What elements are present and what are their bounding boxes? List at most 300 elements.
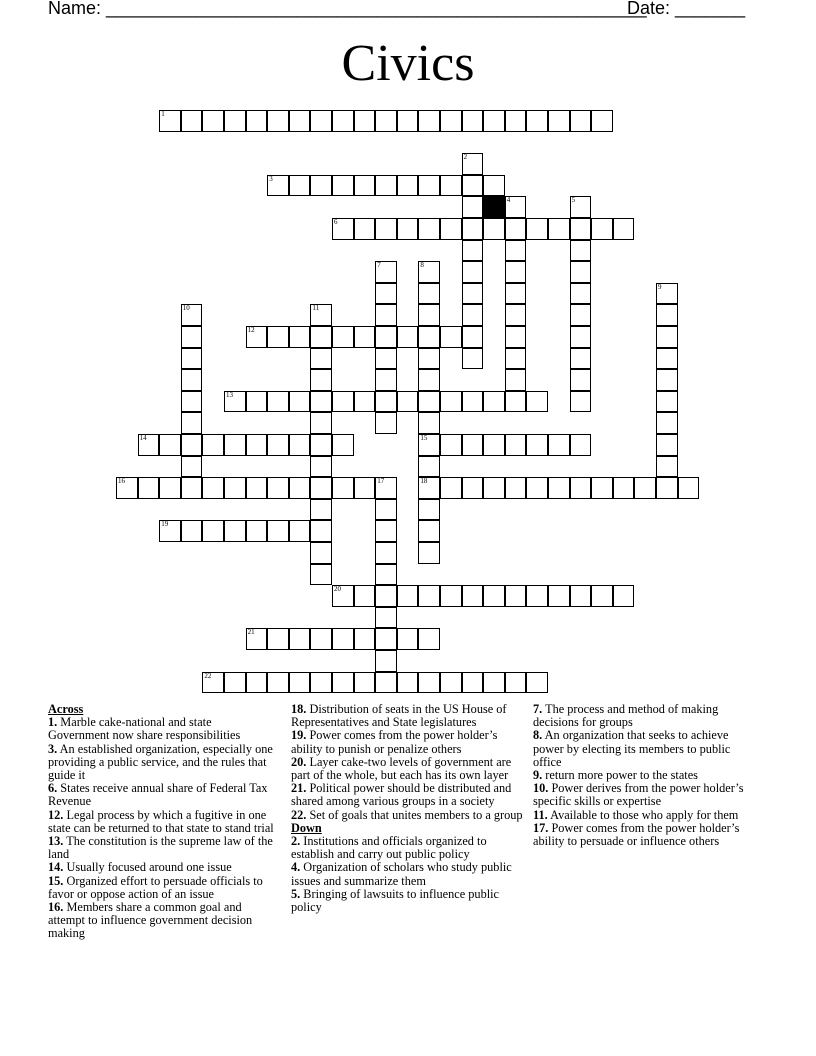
grid-cell[interactable] xyxy=(440,434,462,456)
grid-cell[interactable] xyxy=(354,218,376,240)
grid-cell[interactable] xyxy=(418,672,440,694)
grid-cell[interactable] xyxy=(483,434,505,456)
grid-cell[interactable] xyxy=(354,391,376,413)
grid-cell[interactable] xyxy=(375,585,397,607)
clue-number: 9. xyxy=(533,768,543,783)
grid-cell[interactable] xyxy=(440,672,462,694)
grid-cell[interactable] xyxy=(202,110,224,132)
grid-cell[interactable] xyxy=(375,110,397,132)
clue-text: Bringing of lawsuits to influence public policy xyxy=(291,886,500,915)
grid-cell[interactable] xyxy=(375,672,397,694)
grid-cell[interactable] xyxy=(418,175,440,197)
grid-cell[interactable] xyxy=(526,672,548,694)
grid-cell[interactable] xyxy=(548,434,570,456)
clue-text: An organization that seeks to achieve power by electing its members to public office xyxy=(533,728,731,769)
grid-cell[interactable] xyxy=(267,477,289,499)
grid-cell[interactable] xyxy=(418,304,440,326)
clue-text: Members share a common goal and attempt to influence government decision making xyxy=(48,900,253,941)
clue-item xyxy=(533,782,759,808)
clue-text: return more power to the states xyxy=(542,768,698,783)
grid-cell[interactable] xyxy=(483,477,505,499)
grid-cell[interactable] xyxy=(224,520,246,542)
grid-cell[interactable] xyxy=(181,110,203,132)
grid-cell[interactable] xyxy=(289,110,311,132)
grid-cell[interactable] xyxy=(483,110,505,132)
clue-number: 17. xyxy=(533,820,549,835)
grid-cell[interactable] xyxy=(440,391,462,413)
grid-cell[interactable] xyxy=(267,175,289,197)
grid-cell[interactable] xyxy=(138,434,160,456)
grid-cell[interactable] xyxy=(181,434,203,456)
grid-cell[interactable] xyxy=(462,196,484,218)
grid-cell[interactable] xyxy=(332,110,354,132)
grid-cell[interactable] xyxy=(375,369,397,391)
cell-number: 19 xyxy=(161,520,169,529)
grid-cell[interactable] xyxy=(267,326,289,348)
grid-cell[interactable] xyxy=(483,218,505,240)
grid-cell[interactable] xyxy=(202,477,224,499)
clue-item xyxy=(291,835,527,861)
grid-cell[interactable] xyxy=(505,304,527,326)
grid-cell[interactable] xyxy=(181,391,203,413)
clue-text: Institutions and officials organized to establish and carry out public policy xyxy=(291,834,487,862)
grid-cell[interactable] xyxy=(462,477,484,499)
grid-cell[interactable] xyxy=(418,585,440,607)
grid-cell[interactable] xyxy=(375,650,397,672)
clue-number: 16. xyxy=(48,900,64,915)
grid-cell[interactable] xyxy=(440,175,462,197)
clue-text: Legal process by which a fugitive in one state can be returned to that state to stand trial xyxy=(48,807,274,835)
cell-number: 18 xyxy=(420,477,428,486)
grid-cell[interactable] xyxy=(591,218,613,240)
grid-cell[interactable] xyxy=(505,391,527,413)
clue-text: Distribution of seats in the US House of Representatives and State legislatures xyxy=(291,702,507,730)
grid-cell[interactable] xyxy=(397,585,419,607)
grid-cell[interactable] xyxy=(181,304,203,326)
grid-cell[interactable] xyxy=(310,564,332,586)
grid-cell[interactable] xyxy=(310,628,332,650)
grid-cell[interactable] xyxy=(375,520,397,542)
grid-cell[interactable] xyxy=(159,477,181,499)
grid-cell[interactable] xyxy=(224,672,246,694)
grid-cell[interactable] xyxy=(181,348,203,370)
grid-cell[interactable] xyxy=(267,434,289,456)
grid-cell[interactable] xyxy=(505,477,527,499)
cell-number: 3 xyxy=(269,174,273,183)
cell-number: 21 xyxy=(247,628,255,637)
grid-cell[interactable] xyxy=(656,326,678,348)
clue-text: Usually focused around one issue xyxy=(63,860,232,875)
grid-cell[interactable] xyxy=(548,585,570,607)
grid-cell[interactable] xyxy=(181,520,203,542)
grid-cell[interactable] xyxy=(181,456,203,478)
grid-cell[interactable] xyxy=(354,628,376,650)
grid-cell[interactable] xyxy=(246,628,268,650)
clue-item xyxy=(291,729,527,755)
grid-cell[interactable] xyxy=(418,412,440,434)
grid-cell[interactable] xyxy=(505,240,527,262)
grid-cell[interactable] xyxy=(202,672,224,694)
grid-cell[interactable] xyxy=(505,261,527,283)
grid-cell[interactable] xyxy=(570,369,592,391)
grid-cell[interactable] xyxy=(310,434,332,456)
grid-cell[interactable] xyxy=(418,391,440,413)
grid-cell[interactable] xyxy=(397,326,419,348)
grid-cell[interactable] xyxy=(332,477,354,499)
grid-cell[interactable] xyxy=(440,326,462,348)
grid-cell[interactable] xyxy=(310,477,332,499)
cell-number: 5 xyxy=(571,196,576,205)
grid-cell[interactable] xyxy=(570,304,592,326)
grid-cell[interactable] xyxy=(656,477,678,499)
cell-number: 6 xyxy=(334,218,338,226)
grid-cell[interactable] xyxy=(397,110,419,132)
grid-cell[interactable] xyxy=(397,628,419,650)
grid-cell[interactable] xyxy=(375,607,397,629)
grid-cell[interactable] xyxy=(634,477,656,499)
grid-cell[interactable] xyxy=(202,434,224,456)
grid-cell[interactable] xyxy=(440,585,462,607)
grid-cell[interactable] xyxy=(418,520,440,542)
grid-cell[interactable] xyxy=(570,261,592,283)
grid-cell[interactable] xyxy=(375,542,397,564)
clue-number: 12. xyxy=(48,807,64,822)
grid-cell[interactable] xyxy=(310,412,332,434)
grid-cell[interactable] xyxy=(332,218,354,240)
grid-cell[interactable] xyxy=(310,348,332,370)
grid-cell[interactable] xyxy=(289,326,311,348)
grid-cell[interactable] xyxy=(354,175,376,197)
grid-cell[interactable] xyxy=(526,391,548,413)
black-cell xyxy=(483,196,505,218)
grid-cell[interactable] xyxy=(310,304,332,326)
grid-cell[interactable] xyxy=(310,110,332,132)
grid-cell[interactable] xyxy=(310,542,332,564)
grid-cell[interactable] xyxy=(332,672,354,694)
clue-text: States receive annual share of Federal Tax Revenue xyxy=(48,781,268,809)
grid-cell[interactable] xyxy=(548,218,570,240)
grid-cell[interactable] xyxy=(332,391,354,413)
grid-cell[interactable] xyxy=(202,520,224,542)
grid-cell[interactable] xyxy=(159,520,181,542)
grid-cell[interactable] xyxy=(375,564,397,586)
grid-cell[interactable] xyxy=(332,175,354,197)
grid-cell[interactable] xyxy=(375,391,397,413)
grid-cell[interactable] xyxy=(246,672,268,694)
clue-text: Power comes from the power holder’s ability to punish or penalize others xyxy=(291,728,498,756)
grid-cell[interactable] xyxy=(548,110,570,132)
clue-item xyxy=(48,743,276,783)
grid-cell[interactable] xyxy=(181,326,203,348)
grid-cell[interactable] xyxy=(656,348,678,370)
grid-cell[interactable] xyxy=(289,434,311,456)
clue-item xyxy=(291,888,527,914)
grid-cell[interactable] xyxy=(310,326,332,348)
grid-cell[interactable] xyxy=(526,434,548,456)
grid-cell[interactable] xyxy=(289,520,311,542)
clue-text: The constitution is the supreme law of the land xyxy=(48,834,273,862)
grid-cell[interactable] xyxy=(656,283,678,305)
cell-number: 4 xyxy=(506,196,511,205)
grid-cell[interactable] xyxy=(246,477,268,499)
grid-cell[interactable] xyxy=(246,110,268,132)
grid-cell[interactable] xyxy=(289,477,311,499)
grid-cell[interactable] xyxy=(310,175,332,197)
clue-text: Power comes from the power holder’s ability to persuade or influence others xyxy=(533,820,740,849)
grid-cell[interactable] xyxy=(656,434,678,456)
clue-text: Layer cake-two levels of government are part of the whole, but each has its own layer xyxy=(291,754,512,783)
grid-cell[interactable] xyxy=(267,391,289,413)
grid-cell[interactable] xyxy=(159,434,181,456)
grid-cell[interactable] xyxy=(591,477,613,499)
grid-cell[interactable] xyxy=(289,175,311,197)
grid-cell[interactable] xyxy=(375,412,397,434)
grid-cell[interactable] xyxy=(418,434,440,456)
grid-cell[interactable] xyxy=(483,585,505,607)
cell-number: 12 xyxy=(247,326,255,334)
grid-cell[interactable] xyxy=(397,672,419,694)
clue-item xyxy=(48,782,276,808)
grid-cell[interactable] xyxy=(505,369,527,391)
grid-cell[interactable] xyxy=(418,261,440,283)
grid-cell[interactable] xyxy=(181,412,203,434)
grid-cell[interactable] xyxy=(116,477,138,499)
clue-number: 10. xyxy=(533,781,549,796)
grid-cell[interactable] xyxy=(462,348,484,370)
name-field-label: Name: ______________________________________________________ xyxy=(48,0,647,18)
grid-cell[interactable] xyxy=(570,348,592,370)
grid-cell[interactable] xyxy=(332,434,354,456)
clue-text: Set of goals that unites members to a group xyxy=(306,807,523,822)
grid-cell[interactable] xyxy=(656,412,678,434)
grid-cell[interactable] xyxy=(462,304,484,326)
grid-cell[interactable] xyxy=(181,369,203,391)
clue-number: 15. xyxy=(48,873,64,888)
grid-cell[interactable] xyxy=(375,283,397,305)
grid-cell[interactable] xyxy=(418,499,440,521)
grid-cell[interactable] xyxy=(246,520,268,542)
grid-cell[interactable] xyxy=(267,110,289,132)
grid-cell[interactable] xyxy=(397,391,419,413)
grid-cell[interactable] xyxy=(526,585,548,607)
clue-item xyxy=(48,809,276,835)
grid-cell[interactable] xyxy=(224,110,246,132)
grid-cell[interactable] xyxy=(526,218,548,240)
grid-cell[interactable] xyxy=(440,110,462,132)
grid-cell[interactable] xyxy=(375,348,397,370)
grid-cell[interactable] xyxy=(462,218,484,240)
grid-cell[interactable] xyxy=(375,628,397,650)
grid-cell[interactable] xyxy=(570,434,592,456)
grid-cell[interactable] xyxy=(462,240,484,262)
grid-cell[interactable] xyxy=(181,477,203,499)
grid-cell[interactable] xyxy=(505,283,527,305)
grid-cell[interactable] xyxy=(483,391,505,413)
clue-number: 18. xyxy=(291,702,307,716)
grid-cell[interactable] xyxy=(418,628,440,650)
grid-cell[interactable] xyxy=(375,218,397,240)
grid-cell[interactable] xyxy=(570,218,592,240)
grid-cell[interactable] xyxy=(267,628,289,650)
grid-cell[interactable] xyxy=(570,283,592,305)
grid-cell[interactable] xyxy=(159,110,181,132)
grid-cell[interactable] xyxy=(656,391,678,413)
clue-item xyxy=(291,809,527,822)
grid-cell[interactable] xyxy=(397,218,419,240)
grid-cell[interactable] xyxy=(375,326,397,348)
grid-cell[interactable] xyxy=(440,477,462,499)
grid-cell[interactable] xyxy=(505,326,527,348)
clues-column-1 xyxy=(48,703,276,941)
grid-cell[interactable] xyxy=(310,369,332,391)
grid-cell[interactable] xyxy=(526,477,548,499)
grid-cell[interactable] xyxy=(354,110,376,132)
grid-cell[interactable] xyxy=(462,434,484,456)
grid-cell[interactable] xyxy=(418,110,440,132)
clue-number: 14. xyxy=(48,860,64,875)
grid-cell[interactable] xyxy=(418,477,440,499)
grid-cell[interactable] xyxy=(678,477,700,499)
clue-item xyxy=(291,756,527,782)
grid-cell[interactable] xyxy=(224,434,246,456)
grid-cell[interactable] xyxy=(505,434,527,456)
clue-text: Organization of scholars who study public issues and summarize them xyxy=(291,860,512,888)
grid-cell[interactable] xyxy=(375,304,397,326)
grid-cell[interactable] xyxy=(418,283,440,305)
grid-cell[interactable] xyxy=(570,110,592,132)
grid-cell[interactable] xyxy=(310,499,332,521)
cell-number: 10 xyxy=(182,304,190,313)
grid-cell[interactable] xyxy=(505,672,527,694)
grid-cell[interactable] xyxy=(570,196,592,218)
grid-cell[interactable] xyxy=(224,477,246,499)
grid-cell[interactable] xyxy=(505,218,527,240)
grid-cell[interactable] xyxy=(310,520,332,542)
grid-cell[interactable] xyxy=(375,175,397,197)
grid-cell[interactable] xyxy=(375,499,397,521)
clue-item xyxy=(291,782,527,808)
grid-cell[interactable] xyxy=(483,672,505,694)
grid-cell[interactable] xyxy=(289,391,311,413)
grid-cell[interactable] xyxy=(224,391,246,413)
cell-number: 13 xyxy=(226,390,233,399)
clue-item xyxy=(533,729,759,769)
cell-number: 17 xyxy=(377,477,385,486)
grid-cell[interactable] xyxy=(310,456,332,478)
grid-cell[interactable] xyxy=(591,585,613,607)
grid-cell[interactable] xyxy=(462,283,484,305)
clue-number: 6. xyxy=(48,781,58,796)
clue-number: 19. xyxy=(291,728,307,743)
grid-cell[interactable] xyxy=(613,477,635,499)
grid-cell[interactable] xyxy=(462,153,484,175)
clue-number: 5. xyxy=(291,886,301,901)
grid-cell[interactable] xyxy=(462,672,484,694)
grid-cell[interactable] xyxy=(462,110,484,132)
cell-number: 11 xyxy=(312,304,320,313)
grid-cell[interactable] xyxy=(267,520,289,542)
grid-cell[interactable] xyxy=(310,672,332,694)
clue-number: 1. xyxy=(48,715,58,730)
cell-number: 20 xyxy=(334,585,341,594)
grid-cell[interactable] xyxy=(354,672,376,694)
clues-column-3 xyxy=(533,703,759,848)
grid-cell[interactable] xyxy=(613,585,635,607)
grid-cell[interactable] xyxy=(656,456,678,478)
grid-cell[interactable] xyxy=(138,477,160,499)
grid-cell[interactable] xyxy=(548,477,570,499)
grid-cell[interactable] xyxy=(418,369,440,391)
grid-cell[interactable] xyxy=(246,326,268,348)
grid-cell[interactable] xyxy=(332,326,354,348)
grid-cell[interactable] xyxy=(656,304,678,326)
clue-text: Available to those who apply for them xyxy=(547,807,739,822)
grid-cell[interactable] xyxy=(570,477,592,499)
grid-cell[interactable] xyxy=(613,218,635,240)
grid-cell[interactable] xyxy=(418,542,440,564)
grid-cell[interactable] xyxy=(505,585,527,607)
grid-cell[interactable] xyxy=(462,326,484,348)
clue-number: 4. xyxy=(291,860,301,875)
grid-cell[interactable] xyxy=(418,348,440,370)
grid-cell[interactable] xyxy=(332,585,354,607)
grid-cell[interactable] xyxy=(483,175,505,197)
grid-cell[interactable] xyxy=(354,477,376,499)
grid-cell[interactable] xyxy=(656,369,678,391)
grid-cell[interactable] xyxy=(462,585,484,607)
grid-cell[interactable] xyxy=(310,391,332,413)
grid-cell[interactable] xyxy=(505,110,527,132)
clue-item xyxy=(48,875,276,901)
clue-text: Marble cake-national and state Government now share responsibilities xyxy=(48,715,241,743)
clue-item xyxy=(533,703,759,729)
grid-cell[interactable] xyxy=(418,218,440,240)
grid-cell[interactable] xyxy=(246,434,268,456)
grid-cell[interactable] xyxy=(462,261,484,283)
cell-number: 16 xyxy=(118,477,125,486)
grid-cell[interactable] xyxy=(505,348,527,370)
grid-cell[interactable] xyxy=(505,196,527,218)
grid-cell[interactable] xyxy=(332,628,354,650)
grid-cell[interactable] xyxy=(570,391,592,413)
cell-number: 7 xyxy=(377,261,381,270)
clue-number: 11. xyxy=(533,807,548,822)
grid-cell[interactable] xyxy=(289,628,311,650)
grid-cell[interactable] xyxy=(418,456,440,478)
grid-cell[interactable] xyxy=(397,175,419,197)
cell-number: 14 xyxy=(139,434,147,442)
grid-cell[interactable] xyxy=(526,110,548,132)
grid-cell[interactable] xyxy=(462,391,484,413)
grid-cell[interactable] xyxy=(591,110,613,132)
grid-cell[interactable] xyxy=(375,477,397,499)
grid-cell[interactable] xyxy=(246,391,268,413)
grid-cell[interactable] xyxy=(462,175,484,197)
clue-text: Organized effort to persuade officials to favor or oppose action of an issue xyxy=(48,873,263,901)
grid-cell[interactable] xyxy=(440,218,462,240)
grid-cell[interactable] xyxy=(570,585,592,607)
grid-cell[interactable] xyxy=(570,326,592,348)
grid-cell[interactable] xyxy=(375,261,397,283)
grid-cell[interactable] xyxy=(570,240,592,262)
grid-cell[interactable] xyxy=(354,585,376,607)
clue-item xyxy=(533,822,759,848)
grid-cell[interactable] xyxy=(289,672,311,694)
grid-cell[interactable] xyxy=(354,326,376,348)
grid-cell[interactable] xyxy=(418,326,440,348)
grid-cell[interactable] xyxy=(267,672,289,694)
clue-number: 20. xyxy=(291,754,307,769)
